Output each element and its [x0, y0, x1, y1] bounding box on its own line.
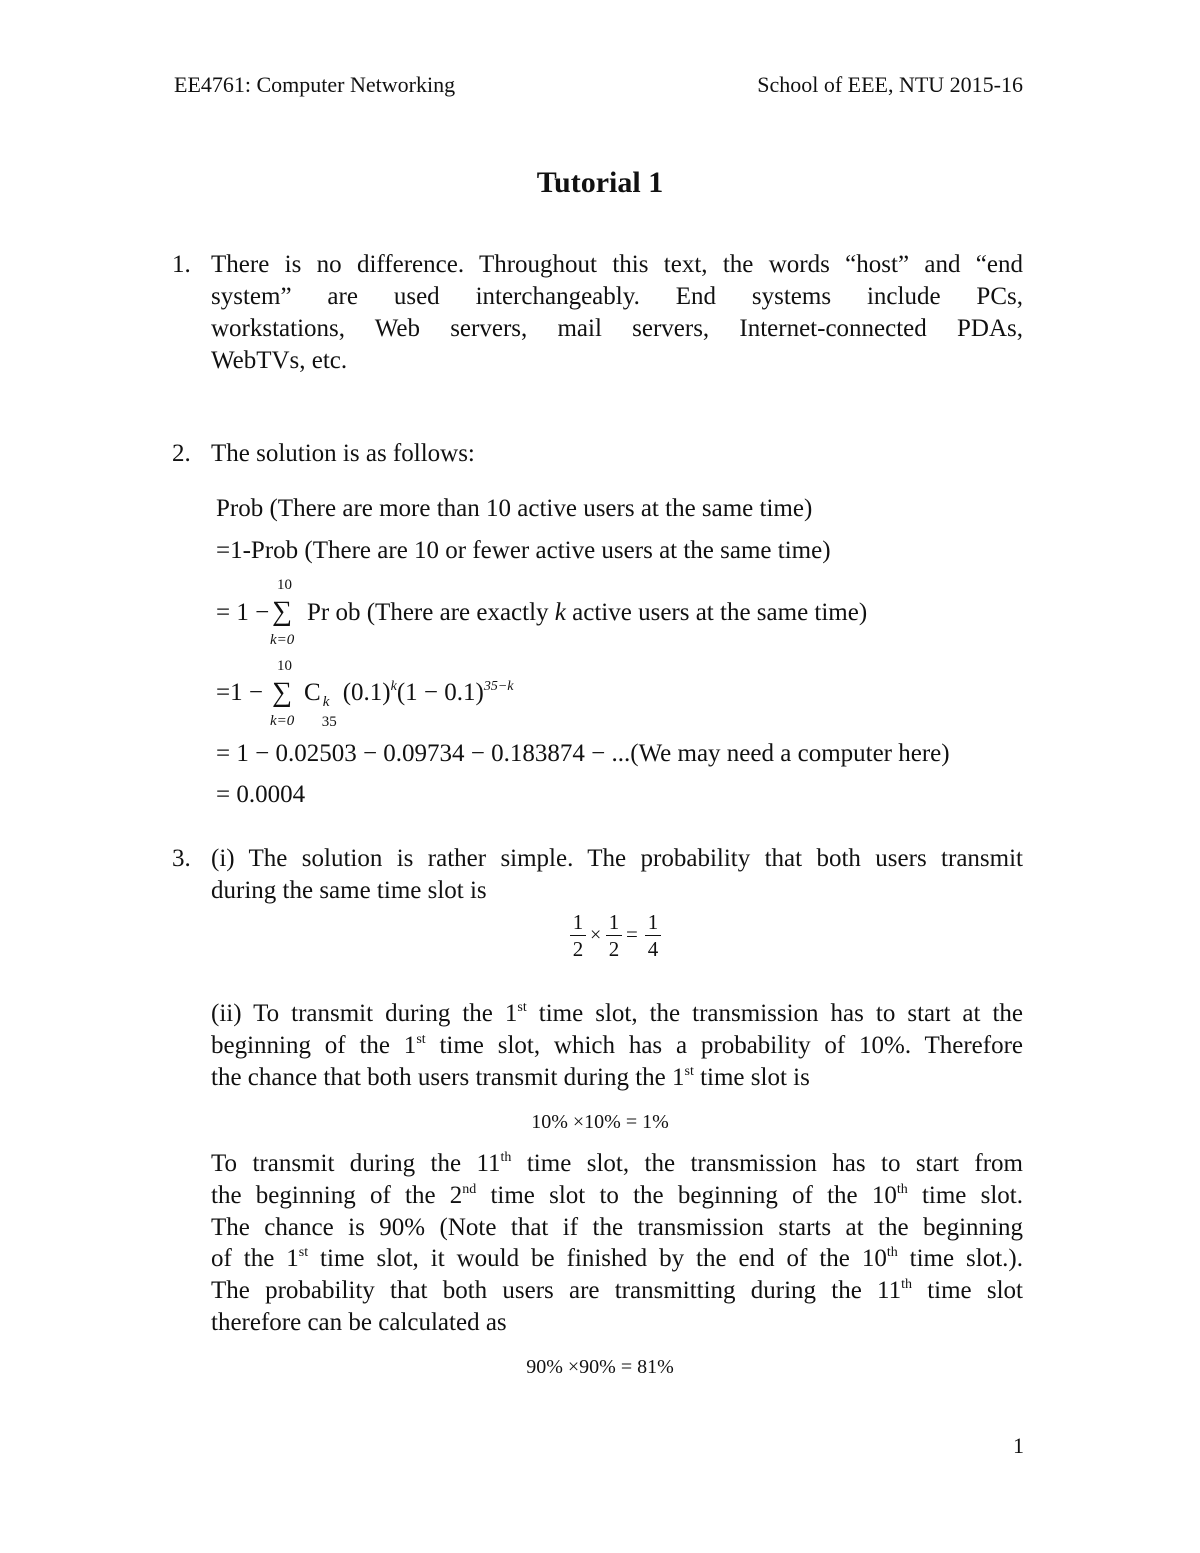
q2-line-1: Prob (There are more than 10 active users at the same time) — [216, 495, 813, 522]
q3-number: 3. — [172, 845, 191, 872]
q1-line-2: system” are used interchangeably. End systems include PCs, — [211, 283, 1023, 310]
page-title: Tutorial 1 — [536, 166, 664, 199]
sum2-lower-limit: k=0 — [270, 713, 295, 729]
q2-line-3-k: k — [554, 599, 566, 626]
q1-line-4: WebTVs, etc. — [211, 347, 348, 374]
times-sign: × — [590, 924, 602, 946]
q2-line-3-b: active users at the same time) — [572, 599, 868, 626]
q2-line-3-a: Pr ob (There are exactly — [307, 599, 549, 626]
sum1-upper-limit: 10 — [277, 577, 292, 593]
term-q: (1 − 0.1) — [396, 679, 484, 706]
sum2-sigma-icon: ∑ — [272, 677, 292, 708]
q2-line-3-text — [307, 597, 867, 629]
q2-line-3-prefix: = 1 − — [216, 599, 270, 626]
fraction-a — [570, 910, 586, 961]
q2-intro: The solution is as follows: — [211, 440, 475, 467]
q3-p3-line-6: therefore can be calculated as — [211, 1309, 507, 1336]
fraction-c — [645, 910, 661, 961]
equals-sign: = — [626, 922, 638, 946]
q1-number: 1. — [172, 251, 191, 278]
header-course: EE4761: Computer Networking — [174, 72, 456, 97]
sum1-lower-limit: k=0 — [270, 632, 295, 648]
fraction-b-den: 2 — [608, 937, 620, 961]
binom-sub: 35 — [321, 714, 337, 730]
q3-equation-2: 90% ×90% = 81% — [526, 1356, 674, 1378]
q3-p3-line-2: the beginning of the 2nd time slot to the beginning of the 10th time slot. — [211, 1182, 1023, 1209]
q3-p2-line-1: (ii) To transmit during the 1st time slot, the transmission has to start at the — [211, 1000, 1023, 1027]
binom-sup-k: k — [322, 694, 330, 710]
binom-C: C — [304, 679, 321, 706]
page-number: 1 — [1013, 1433, 1024, 1458]
q2-number: 2. — [172, 440, 191, 467]
q1-line-3: workstations, Web servers, mail servers, Internet-connected PDAs, — [211, 315, 1023, 342]
q1-line-1: There is no difference. Throughout this text, the words “host” and “end — [211, 251, 1023, 278]
q2-line-6: = 0.0004 — [216, 781, 306, 808]
q3-p1-line-2: during the same time slot is — [211, 877, 487, 904]
q3-p3-line-3: The chance is 90% (Note that if the transmission starts at the beginning — [211, 1214, 1023, 1241]
q3-p3-line-5: The probability that both users are transmitting during the 11th time slot — [211, 1277, 1023, 1304]
fraction-b — [606, 910, 622, 961]
q3-p3-line-1: To transmit during the 11th time slot, the transmission has to start from — [211, 1150, 1023, 1177]
fraction-a-num: 1 — [572, 910, 584, 934]
term-p-exp: k — [390, 679, 397, 694]
fraction-a-den: 2 — [572, 937, 584, 961]
q2-line-4-term — [304, 677, 514, 730]
q3-equation-1: 10% ×10% = 1% — [531, 1111, 669, 1133]
header-school: School of EEE, NTU 2015-16 — [757, 72, 1023, 97]
q2-line-4-prefix: =1 − — [216, 679, 263, 706]
sum1-sigma-icon: ∑ — [272, 596, 292, 627]
q2-line-2: =1-Prob (There are 10 or fewer active users at the same time) — [216, 537, 831, 564]
q2-line-5: = 1 − 0.02503 − 0.09734 − 0.183874 − ...(We may need a computer here) — [216, 740, 950, 767]
term-q-exp: 35−k — [483, 679, 514, 694]
sum2-upper-limit: 10 — [277, 658, 292, 674]
q3-p3-line-4: of the 1st time slot, it would be finished by the end of the 10th time slot.). — [211, 1245, 1023, 1272]
q3-p1-line-1: (i) The solution is rather simple. The probability that both users transmit — [211, 845, 1023, 872]
term-p: (0.1) — [342, 679, 391, 706]
q3-p2-line-2: beginning of the 1st time slot, which has a probability of 10%. Therefore — [211, 1032, 1024, 1059]
fraction-c-den: 4 — [647, 937, 659, 961]
q3-p2-line-3: the chance that both users transmit during the 1st time slot is — [211, 1064, 810, 1091]
fraction-c-num: 1 — [647, 910, 659, 934]
fraction-b-num: 1 — [608, 910, 620, 934]
